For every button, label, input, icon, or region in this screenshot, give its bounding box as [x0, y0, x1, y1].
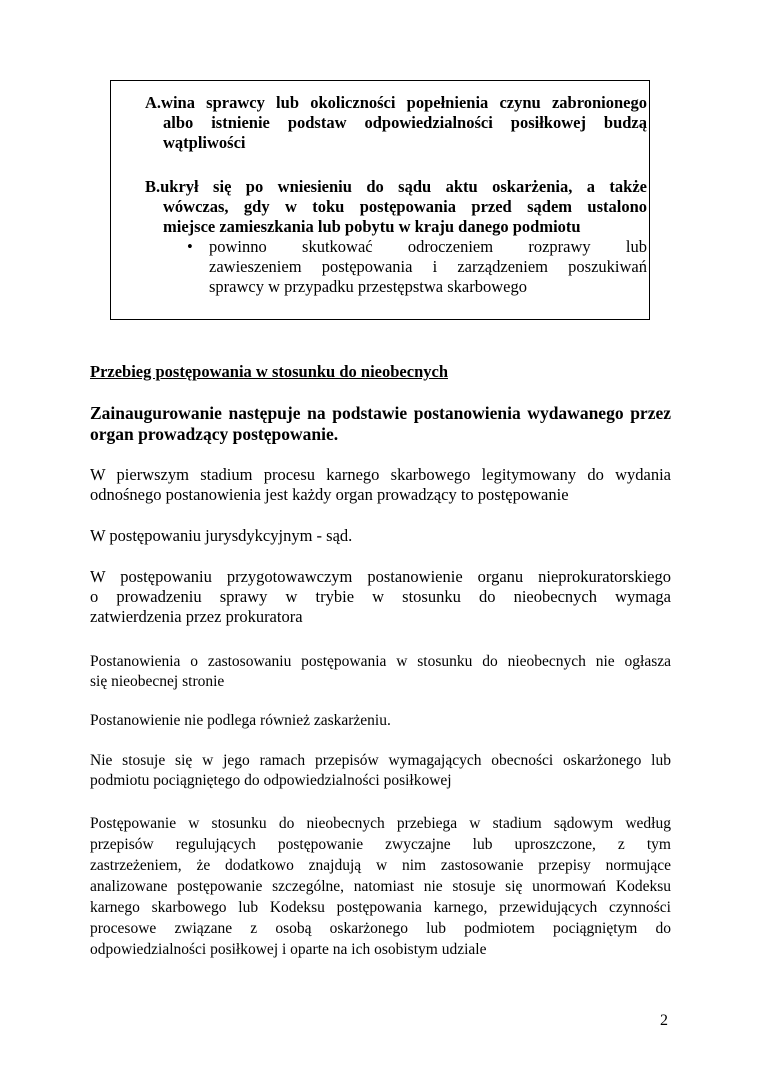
bullet-line: zawieszeniem postępowania i zarządzeniem poszukiwań [209, 257, 647, 276]
section-heading-text: Przebieg postępowania w stosunku do nieobecnych [90, 362, 448, 381]
bullet-icon: • [187, 237, 193, 256]
paragraph-7 [90, 813, 671, 960]
box-item-b-line: B.ukrył się po wniesieniu do sądu aktu oskarżenia, a także [145, 177, 647, 196]
box-item-b-line: wówczas, gdy w toku postępowania przed sądem ustalono [163, 197, 647, 216]
paragraph-line: Postanowienie nie podlega również zaskarżeniu. [90, 712, 391, 729]
box-item-b [145, 177, 647, 237]
paragraph-line: przepisów regulujących postępowanie zwyczajne lub uproszczone, z tym [90, 836, 671, 853]
paragraph-line: zastrzeżeniem, że dodatkowo znajdują w nim zastosowanie przepisy normujące [90, 857, 671, 874]
section-heading [90, 362, 671, 382]
lead-line: Zainaugurowanie następuje na podstawie postanowienia wydawanego przez [90, 403, 671, 423]
paragraph-6 [90, 751, 671, 791]
lead-paragraph [90, 403, 671, 445]
paragraph-line: Postanowienia o zastosowaniu postępowania w stosunku do nieobecnych nie ogłasza [90, 653, 671, 670]
bordered-box [110, 80, 650, 320]
bullet-line: powinno skutkować odroczeniem rozprawy lub [209, 237, 647, 256]
paragraph-line: odpowiedzialności posiłkowej i oparte na ich osobistym udziale [90, 941, 487, 958]
paragraph-4 [90, 652, 671, 692]
box-item-a-line: albo istnienie podstaw odpowiedzialności posiłkowej budzą [163, 113, 647, 132]
paragraph-line: podmiotu pociągniętego do odpowiedzialności posiłkowej [90, 772, 452, 789]
paragraph-line: karnego skarbowego lub Kodeksu postępowania karnego, przewidujących czynności [90, 899, 671, 916]
paragraph-line: Postępowanie w stosunku do nieobecnych przebiega w stadium sądowym według [90, 815, 671, 832]
box-item-b-line: miejsce zamieszkania lub pobytu w kraju danego podmiotu [163, 217, 581, 236]
paragraph-line: się nieobecnej stronie [90, 673, 225, 690]
paragraph-line: zatwierdzenia przez prokuratora [90, 607, 303, 626]
box-item-a-line: A.wina sprawcy lub okoliczności popełnienia czynu zabronionego [145, 93, 647, 112]
paragraph-line: o prowadzeniu sprawy w trybie w stosunku do nieobecnych wymaga [90, 587, 671, 606]
paragraph-line: odnośnego postanowienia jest każdy organ prowadzący to postępowanie [90, 485, 569, 504]
paragraph-line: W postępowaniu jurysdykcyjnym - sąd. [90, 526, 353, 545]
paragraph-line: analizowane postępowanie szczególne, natomiast nie stosuje się unormowań Kodeksu [90, 878, 671, 895]
paragraph-line: Nie stosuje się w jego ramach przepisów wymagających obecności oskarżonego lub [90, 752, 671, 769]
paragraph-2 [90, 526, 671, 546]
paragraph-line: W pierwszym stadium procesu karnego skarbowego legitymowany do wydania [90, 465, 671, 484]
page-number: 2 [660, 1012, 668, 1029]
bullet-text [209, 237, 647, 297]
paragraph-line: procesowe związane z osobą oskarżonego lub podmiotem pociągniętym do [90, 920, 671, 937]
paragraph-5 [90, 711, 671, 731]
lead-line: organ prowadzący postępowanie. [90, 424, 339, 444]
box-item-a-line: wątpliwości [163, 133, 246, 152]
paragraph-3 [90, 567, 671, 627]
box-item-a [145, 93, 647, 153]
paragraph-line: W postępowaniu przygotowawczym postanowienie organu nieprokuratorskiego [90, 567, 671, 586]
paragraph-1 [90, 465, 671, 505]
bullet-line: sprawcy w przypadku przestępstwa skarbowego [209, 277, 527, 296]
